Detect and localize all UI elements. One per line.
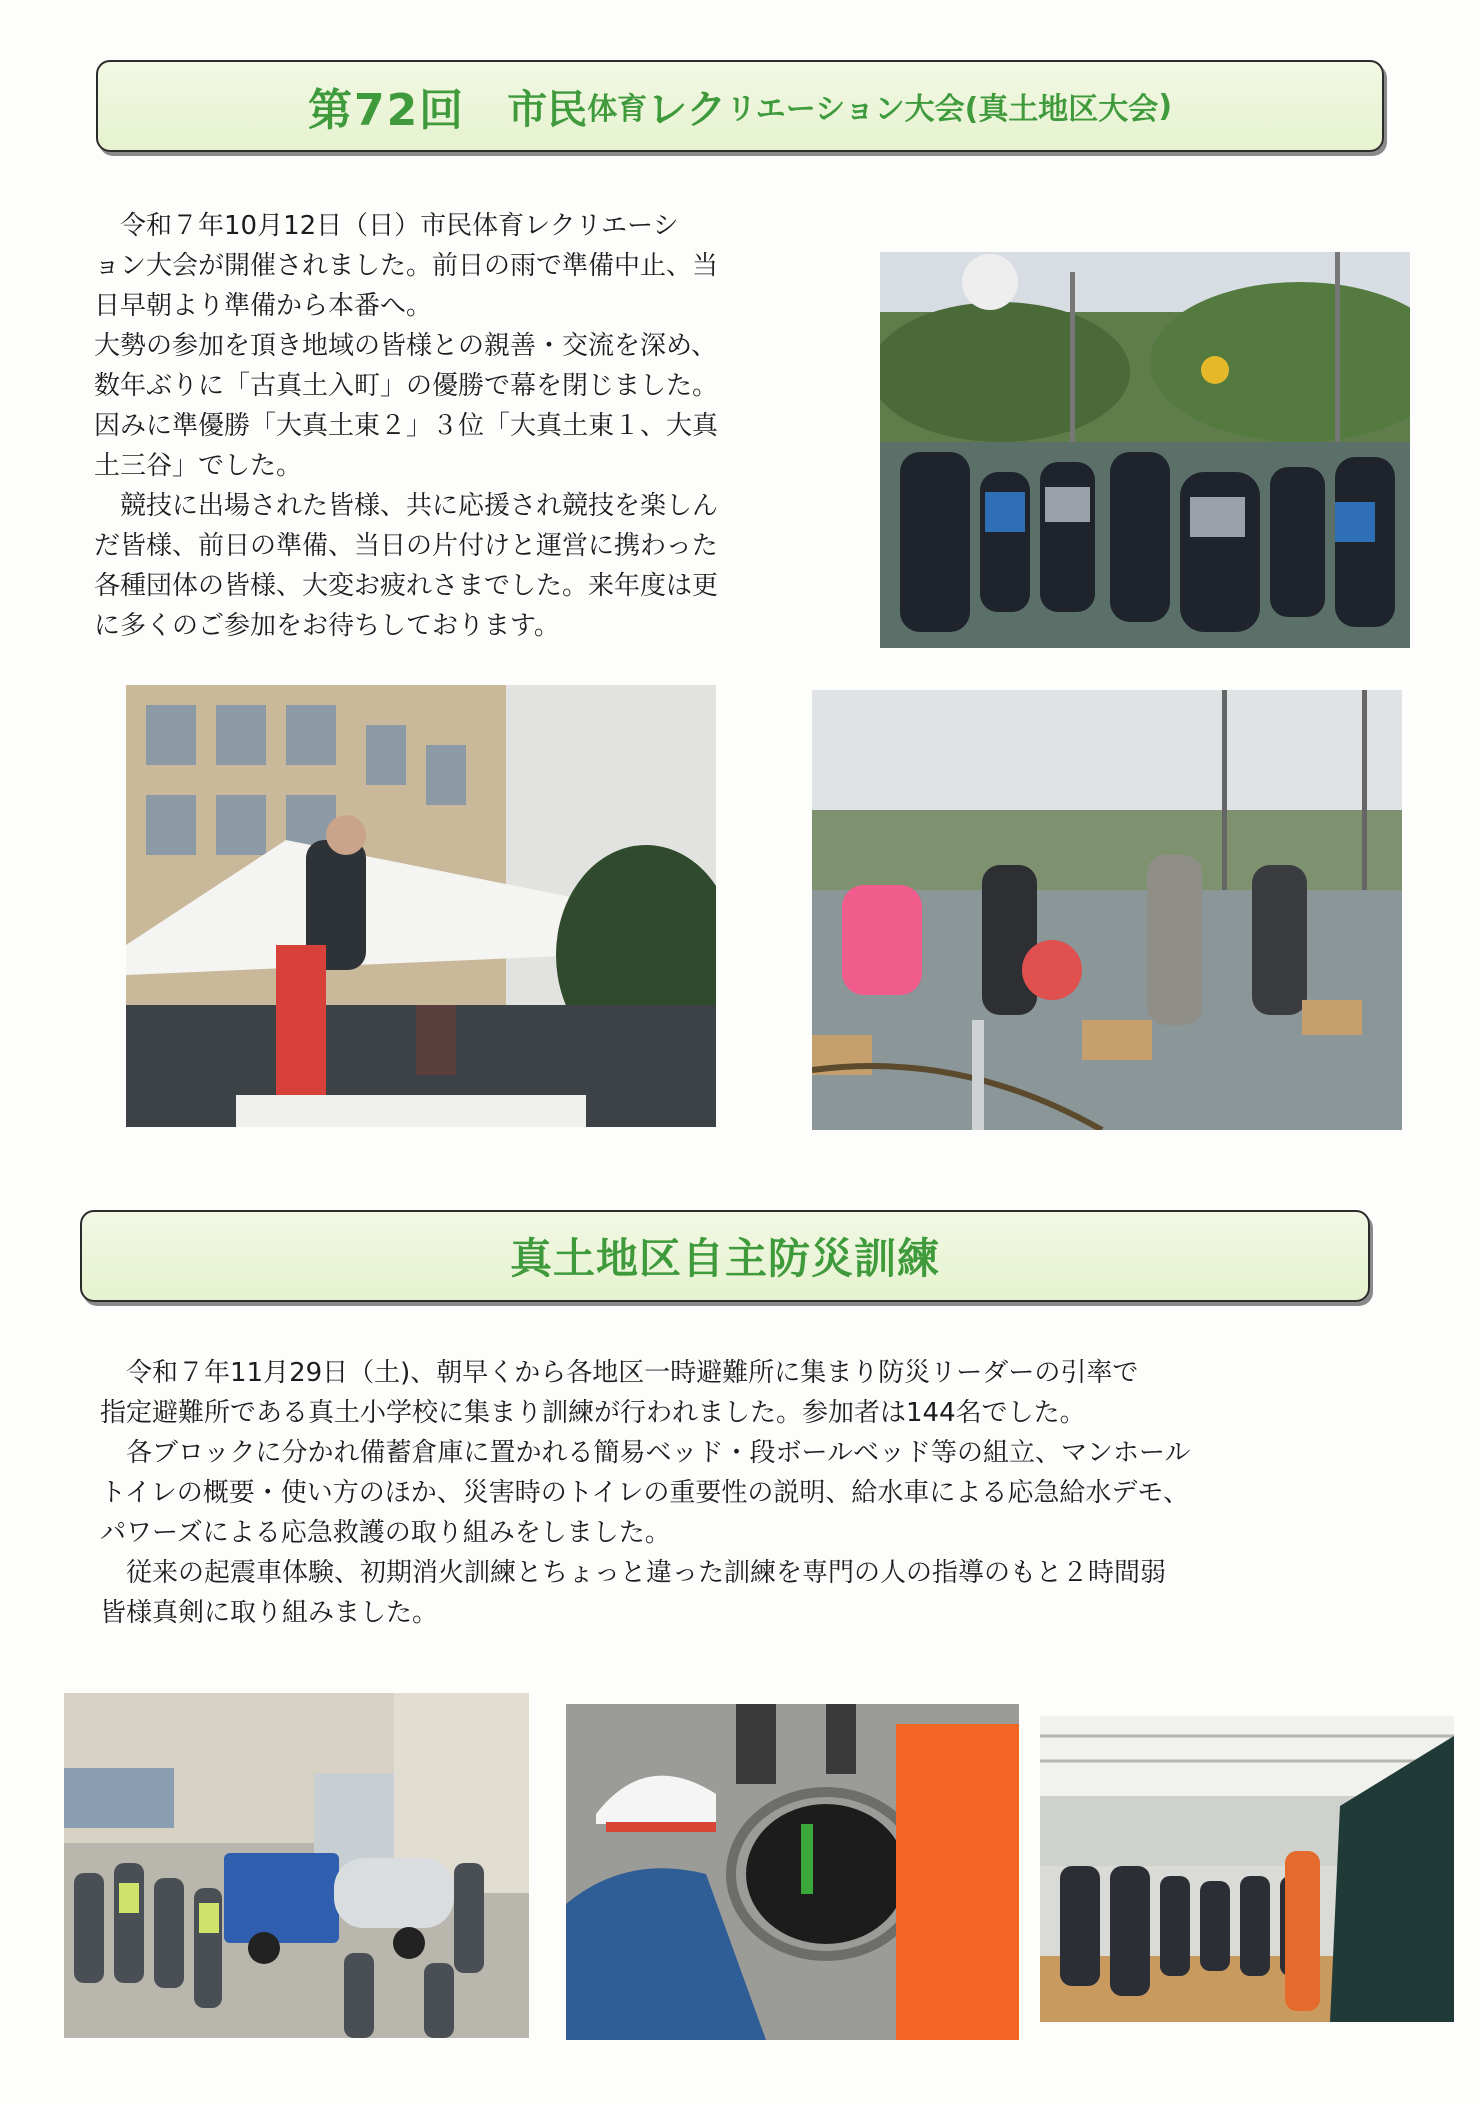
section2-title [80, 1210, 1370, 1302]
photo-gymnasium [1040, 1716, 1454, 2022]
body-line: ョン大会が開催されました。前日の雨で準備中止、当 [94, 251, 719, 281]
body-line: 令和７年10月12日（日）市民体育レクリエーシ [120, 211, 679, 241]
body-line: 令和７年11月29日（土)、朝早くから各地区一時避難所に集まり防災リーダーの引率で [126, 1358, 1139, 1388]
photo-water-truck [64, 1693, 529, 2038]
body-line: 数年ぶりに「古真土入町」の優勝で幕を閉じました。 [94, 371, 719, 401]
title-part-a: 市民 [507, 86, 588, 133]
body-line: 因みに準優勝「大真土東２」３位「大真土東１、大真 [94, 411, 719, 441]
title-part-c: レク [647, 86, 727, 133]
body-line: 土三谷」でした。 [94, 451, 303, 481]
body-line: 各ブロックに分かれ備蓄倉庫に置かれる簡易ベッド・段ボールベッド等の組立、マンホール [126, 1438, 1191, 1468]
title-part-d: リエーション大会( [726, 92, 979, 127]
body-line: パワーズによる応急救護の取り組みをしました。 [100, 1518, 671, 1548]
body-line: 日早朝より準備から本番へ。 [94, 291, 433, 321]
title-part-e: 真土地区大会 [978, 92, 1159, 127]
title-part-b: 体育 [587, 92, 648, 127]
photo-ball-game [812, 690, 1402, 1130]
title-part-f: ) [1158, 88, 1173, 124]
body-line: 各種団体の皆様、大変お疲れさまでした。来年度は更 [94, 571, 719, 601]
section1-body [94, 206, 819, 646]
body-line: 指定避難所である真土小学校に集まり訓練が行われました。参加者は144名でした。 [100, 1398, 1086, 1428]
body-line: 皆様真剣に取り組みました。 [100, 1598, 439, 1628]
section1-title [96, 60, 1384, 152]
body-line: だ皆様、前日の準備、当日の片付けと運営に携わった [94, 531, 718, 561]
title-prefix: 第72回 [307, 85, 466, 136]
body-line: 競技に出場された皆様、共に応援され競技を楽しん [120, 491, 719, 521]
body-line: に多くのご参加をお待ちしております。 [94, 611, 560, 641]
photo-stage-speech [126, 685, 716, 1127]
body-line: 従来の起震車体験、初期消火訓練とちょっと違った訓練を専門の人の指導のもと２時間弱 [126, 1558, 1167, 1588]
photo-manhole-toilet [566, 1704, 1019, 2040]
body-line: トイレの概要・使い方のほか、災害時のトイレの重要性の説明、給水車による応急給水デモ、 [100, 1478, 1190, 1508]
title-text: 真土地区自主防災訓練 [509, 1234, 940, 1283]
section2-body [100, 1353, 1370, 1633]
photo-crowd-field [880, 252, 1410, 648]
body-line: 大勢の参加を頂き地域の皆様との親善・交流を深め、 [94, 331, 717, 361]
